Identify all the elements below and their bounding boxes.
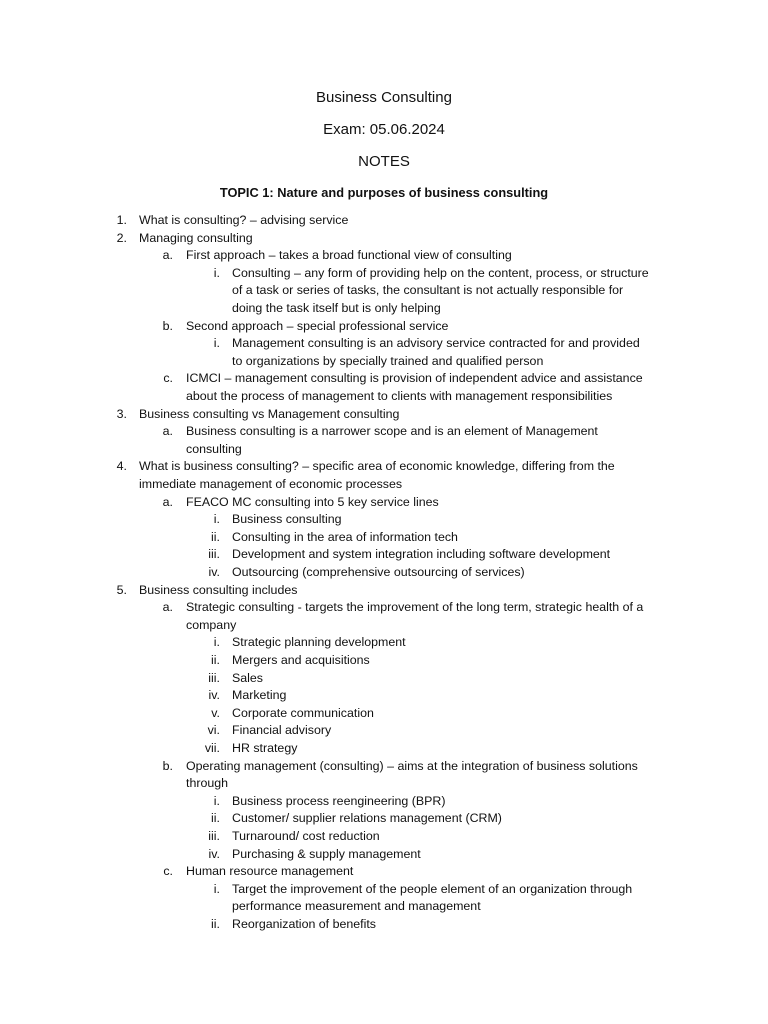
list-item-text: about the process of management to clients with management responsibilities xyxy=(186,389,613,403)
list-marker: i. xyxy=(213,635,220,650)
list-marker: i. xyxy=(213,793,220,808)
list-item-text: Business consulting is a narrower scope and is an element of Management xyxy=(186,424,598,439)
list-marker: iii. xyxy=(208,670,220,685)
list-item-text: doing the task itself but is only helping xyxy=(232,301,441,315)
list-marker: 3. xyxy=(116,406,127,421)
list-marker: iv. xyxy=(208,846,220,861)
list-item-text: Target the improvement of the people element of an organization through xyxy=(232,881,633,896)
list-marker: i. xyxy=(213,336,220,351)
list-item-text: to organizations by specially trained and qualified person xyxy=(232,353,544,368)
list-marker: iii. xyxy=(208,547,220,562)
list-item-text: Corporate communication xyxy=(232,705,374,720)
list-marker: 2. xyxy=(116,230,127,245)
list-item-text: Sales xyxy=(232,670,263,685)
list-marker: iv. xyxy=(208,688,220,703)
list-item-text: HR strategy xyxy=(232,741,298,755)
list-item-text: Consulting – any form of providing help on the content, process, or structure xyxy=(232,265,649,280)
list-item-text: Purchasing & supply management xyxy=(232,846,421,861)
list-item-text: through xyxy=(186,776,229,791)
list-item-text: Management consulting is an advisory service contracted for and provided xyxy=(232,336,640,351)
list-marker: c. xyxy=(163,864,173,879)
list-item-text: Second approach – special professional service xyxy=(186,318,449,333)
list-item-text: Customer/ supplier relations management (CRM) xyxy=(232,811,502,826)
list-item-text: Outsourcing (comprehensive outsourcing of services) xyxy=(232,565,525,579)
list-marker: iv. xyxy=(208,565,220,579)
list-marker: ii. xyxy=(211,529,220,544)
list-marker: v. xyxy=(211,705,220,720)
exam-date: Exam: 05.06.2024 xyxy=(323,121,445,138)
list-item-text: Turnaround/ cost reduction xyxy=(232,829,380,843)
document-title: Business Consulting xyxy=(316,89,452,106)
list-marker: iii. xyxy=(208,829,220,843)
list-item-text: FEACO MC consulting into 5 key service lines xyxy=(186,494,439,509)
list-item-text: Business consulting vs Management consulting xyxy=(139,406,400,421)
list-item-text: Business consulting xyxy=(232,512,342,527)
list-marker: ii. xyxy=(211,917,220,931)
list-marker: a. xyxy=(162,600,173,615)
list-item-text: What is business consulting? – specific area of economic knowledge, differing from the xyxy=(139,459,615,474)
list-marker: 5. xyxy=(116,582,127,597)
list-item-text: Reorganization of benefits xyxy=(232,917,376,931)
list-item-text: Development and system integration including software development xyxy=(232,547,611,562)
list-item-text: Strategic consulting - targets the improvement of the long term, strategic health of a xyxy=(186,600,644,615)
list-marker: 1. xyxy=(116,213,127,227)
list-marker: vi. xyxy=(207,723,220,738)
list-marker: i. xyxy=(213,512,220,527)
list-item-text: Financial advisory xyxy=(232,723,332,738)
list-marker: a. xyxy=(162,248,173,263)
list-marker: b. xyxy=(162,758,173,773)
list-item-text: Mergers and acquisitions xyxy=(232,653,370,667)
list-marker: a. xyxy=(162,494,173,509)
list-item-text: Marketing xyxy=(232,688,287,703)
list-item-text: Strategic planning development xyxy=(232,635,406,650)
list-item-text: Human resource management xyxy=(186,864,354,879)
list-item-text: performance measurement and management xyxy=(232,899,481,914)
list-marker: i. xyxy=(213,265,220,280)
list-item-text: Business consulting includes xyxy=(139,582,298,597)
list-item-text: First approach – takes a broad functional view of consulting xyxy=(186,248,512,263)
list-marker: ii. xyxy=(211,811,220,826)
list-item-text: Managing consulting xyxy=(139,230,253,245)
list-marker: vii. xyxy=(204,741,220,755)
list-marker: a. xyxy=(162,424,173,439)
list-item-text: ICMCI – management consulting is provision of independent advice and assistance xyxy=(186,371,643,386)
list-marker: i. xyxy=(213,881,220,896)
list-item-text: Operating management (consulting) – aims at the integration of business solutions xyxy=(186,758,638,773)
topic-heading: TOPIC 1: Nature and purposes of business consulting xyxy=(219,185,549,200)
list-item-text: company xyxy=(186,617,237,632)
list-marker: c. xyxy=(163,371,173,386)
list-item-text: consulting xyxy=(186,441,242,456)
list-marker: b. xyxy=(162,318,173,333)
list-item-text: immediate management of economic processes xyxy=(139,477,403,491)
list-item-text: of a task or series of tasks, the consultant is not actually responsible for xyxy=(232,283,624,298)
list-item-text: Business process reengineering (BPR) xyxy=(232,793,446,808)
list-item-text: What is consulting? – advising service xyxy=(139,213,349,227)
notes-heading: NOTES xyxy=(358,153,410,170)
list-item-text: Consulting in the area of information tech xyxy=(232,529,458,544)
list-marker: 4. xyxy=(116,459,127,474)
list-marker: ii. xyxy=(211,653,220,667)
